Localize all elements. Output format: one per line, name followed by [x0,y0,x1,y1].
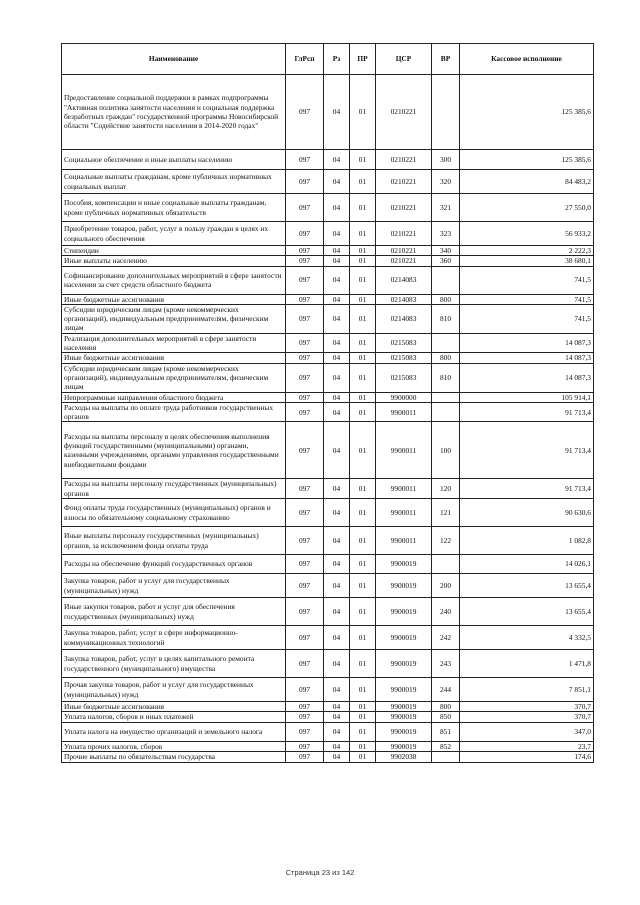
cell-rz: 04 [324,741,350,751]
table-row [62,304,594,333]
cell-rz: 04 [324,702,350,712]
header-csr: ЦСР [376,44,432,75]
cell-pr: 01 [350,363,376,392]
cell-csr: 0215083 [376,363,432,392]
cell-name: Фонд оплаты труда государственных (муниципальных) органов и взносы по обязательному социальному страхованию [62,499,286,527]
table-row [62,294,594,304]
cell-vr [432,555,460,574]
cell-glrsp: 097 [286,712,324,722]
cell-cash: 741,5 [460,304,594,333]
table-row [62,712,594,722]
cell-name: Иные бюджетные ассигнования [62,294,286,304]
cell-vr: 244 [432,678,460,702]
cell-glrsp: 097 [286,499,324,527]
cell-cash: 7 851,1 [460,678,594,702]
cell-csr: 0210221 [376,194,432,222]
cell-cash: 38 680,1 [460,256,594,266]
cell-csr: 9900019 [376,555,432,574]
cell-rz: 04 [324,222,350,246]
cell-pr: 01 [350,527,376,555]
cell-glrsp: 097 [286,75,324,150]
cell-vr: 120 [432,479,460,499]
cell-rz: 04 [324,499,350,527]
table-row [62,392,594,402]
cell-name: Расходы на обеспечение функций государственных органов [62,555,286,574]
cell-pr: 01 [350,266,376,294]
cell-cash: 741,5 [460,294,594,304]
cell-glrsp: 097 [286,702,324,712]
cell-name: Уплата налога на имущество организаций и земельного налога [62,722,286,741]
table-row [62,75,594,150]
cell-rz: 04 [324,363,350,392]
cell-pr: 01 [350,499,376,527]
cell-csr: 9900019 [376,574,432,598]
cell-rz: 04 [324,722,350,741]
cell-rz: 04 [324,422,350,479]
cell-cash: 105 914,1 [460,392,594,402]
cell-vr: 300 [432,150,460,170]
cell-name: Социальное обеспечение и иные выплаты населению [62,150,286,170]
cell-vr: 121 [432,499,460,527]
cell-name: Закупка товаров, работ, услуг в целях капитального ремонта государственного (муниципального) имущества [62,650,286,678]
cell-name: Стипендии [62,246,286,256]
cell-vr: 242 [432,626,460,650]
table-row [62,170,594,194]
table-row [62,626,594,650]
cell-csr: 0210221 [376,75,432,150]
cell-pr: 01 [350,304,376,333]
cell-pr: 01 [350,422,376,479]
cell-name: Закупка товаров, работ и услуг для государственных (муниципальных) нужд [62,574,286,598]
cell-cash: 14 026,1 [460,555,594,574]
table-row [62,499,594,527]
cell-glrsp: 097 [286,678,324,702]
cell-cash: 13 655,4 [460,574,594,598]
cell-name: Уплата налогов, сборов и иных платежей [62,712,286,722]
cell-pr: 01 [350,741,376,751]
cell-rz: 04 [324,256,350,266]
cell-glrsp: 097 [286,222,324,246]
header-pr: ПР [350,44,376,75]
cell-vr: 320 [432,170,460,194]
cell-name: Реализация дополнительных мероприятий в сфере занятости населения [62,333,286,353]
cell-glrsp: 097 [286,304,324,333]
cell-vr [432,392,460,402]
cell-pr: 01 [350,246,376,256]
cell-vr [432,266,460,294]
cell-name: Расходы на выплаты персоналу в целях обеспечения выполнения функций государственными (муниципальными) органами, казенными учреждениями, органами управления государственными внебюджетными фондами [62,422,286,479]
table-row [62,751,594,762]
cell-pr: 01 [350,479,376,499]
cell-glrsp: 097 [286,353,324,363]
table-row [62,479,594,499]
cell-glrsp: 097 [286,402,324,422]
cell-cash: 23,7 [460,741,594,751]
cell-name: Социальные выплаты гражданам, кроме публичных нормативных социальных выплат [62,170,286,194]
cell-glrsp: 097 [286,363,324,392]
cell-vr [432,751,460,762]
cell-csr: 9900019 [376,712,432,722]
cell-csr: 0215083 [376,353,432,363]
cell-glrsp: 097 [286,422,324,479]
cell-glrsp: 097 [286,392,324,402]
cell-pr: 01 [350,751,376,762]
cell-vr: 800 [432,353,460,363]
cell-name: Предоставление социальной поддержки в рамках подпрограммы "Активная политика занятости населения и социальная поддержка безработных граждан" государственной программы Новосибирской области "Содействие занятости населения в 2014-2020 годах" [62,75,286,150]
cell-name: Приобретение товаров, работ, услуг в пользу граждан в целях их социального обеспечения [62,222,286,246]
cell-csr: 9902038 [376,751,432,762]
cell-rz: 04 [324,598,350,626]
cell-name: Прочая закупка товаров, работ и услуг для государственных (муниципальных) нужд [62,678,286,702]
cell-glrsp: 097 [286,266,324,294]
cell-glrsp: 097 [286,246,324,256]
header-vr: ВР [432,44,460,75]
cell-csr: 0210221 [376,222,432,246]
page-number: Страница 23 из 142 [285,868,355,877]
cell-cash: 14 087,3 [460,333,594,353]
cell-csr: 0215083 [376,333,432,353]
budget-table [61,43,594,763]
table-row [62,266,594,294]
cell-pr: 01 [350,678,376,702]
cell-csr: 9900019 [376,626,432,650]
cell-name: Субсидии юридическим лицам (кроме некоммерческих организаций), индивидуальным предпринимателям, физическим лицам [62,304,286,333]
cell-rz: 04 [324,246,350,256]
cell-cash: 1 082,8 [460,527,594,555]
cell-glrsp: 097 [286,650,324,678]
table-row [62,333,594,353]
header-glrsp: ГлРсп [286,44,324,75]
cell-pr: 01 [350,702,376,712]
cell-rz: 04 [324,294,350,304]
cell-cash: 91 713,4 [460,422,594,479]
table-row [62,741,594,751]
cell-glrsp: 097 [286,479,324,499]
cell-cash: 91 713,4 [460,402,594,422]
cell-name: Расходы на выплаты персоналу государственных (муниципальных) органов [62,479,286,499]
cell-cash: 84 483,2 [460,170,594,194]
cell-glrsp: 097 [286,722,324,741]
cell-glrsp: 097 [286,256,324,266]
table-row [62,422,594,479]
cell-cash: 174,6 [460,751,594,762]
cell-pr: 01 [350,555,376,574]
table-row [62,678,594,702]
cell-cash: 91 713,4 [460,479,594,499]
table-row [62,702,594,712]
cell-name: Закупка товаров, работ, услуг в сфере информационно-коммуникационных технологий [62,626,286,650]
cell-name: Непрограммные направления областного бюджета [62,392,286,402]
table-row [62,353,594,363]
table-row [62,150,594,170]
cell-glrsp: 097 [286,294,324,304]
cell-csr: 9900019 [376,702,432,712]
cell-vr: 800 [432,702,460,712]
cell-glrsp: 097 [286,574,324,598]
cell-pr: 01 [350,194,376,222]
cell-vr: 800 [432,294,460,304]
cell-cash: 125 385,6 [460,150,594,170]
cell-vr: 340 [432,246,460,256]
cell-rz: 04 [324,678,350,702]
cell-csr: 9900011 [376,402,432,422]
cell-cash: 14 087,3 [460,353,594,363]
table-row [62,402,594,422]
cell-cash: 13 655,4 [460,598,594,626]
cell-vr [432,402,460,422]
cell-pr: 01 [350,574,376,598]
header-name: Наименование [62,44,286,75]
table-row [62,722,594,741]
cell-csr: 0214083 [376,304,432,333]
cell-vr: 810 [432,304,460,333]
table-row [62,598,594,626]
cell-name: Иные закупки товаров, работ и услуг для обеспечения государственных (муниципальных) нужд [62,598,286,626]
cell-cash: 370,7 [460,712,594,722]
cell-csr: 9900011 [376,499,432,527]
cell-csr: 0210221 [376,170,432,194]
cell-pr: 01 [350,392,376,402]
cell-vr: 243 [432,650,460,678]
cell-csr: 0210221 [376,246,432,256]
cell-rz: 04 [324,650,350,678]
cell-name: Иные бюджетные ассигнования [62,702,286,712]
cell-rz: 04 [324,402,350,422]
cell-glrsp: 097 [286,194,324,222]
cell-pr: 01 [350,75,376,150]
cell-cash: 370,7 [460,702,594,712]
cell-name: Иные выплаты персоналу государственных (муниципальных) органов, за исключением фонда оплаты труда [62,527,286,555]
cell-csr: 9900019 [376,722,432,741]
table-row [62,194,594,222]
cell-pr: 01 [350,722,376,741]
cell-pr: 01 [350,256,376,266]
cell-pr: 01 [350,598,376,626]
cell-vr: 810 [432,363,460,392]
cell-csr: 9900019 [376,741,432,751]
cell-csr: 9900019 [376,650,432,678]
cell-glrsp: 097 [286,626,324,650]
cell-rz: 04 [324,479,350,499]
header-row [62,44,594,75]
cell-cash: 347,0 [460,722,594,741]
cell-rz: 04 [324,333,350,353]
header-cash: Кассовое исполнение [460,44,594,75]
cell-glrsp: 097 [286,598,324,626]
cell-csr: 0214083 [376,266,432,294]
cell-vr: 321 [432,194,460,222]
cell-cash: 14 087,3 [460,363,594,392]
cell-name: Прочие выплаты по обязательствам государства [62,751,286,762]
cell-name: Расходы на выплаты по оплате труда работников государственных органов [62,402,286,422]
cell-vr: 323 [432,222,460,246]
table-row [62,363,594,392]
cell-name: Субсидии юридическим лицам (кроме некоммерческих организаций), индивидуальным предпринимателям, физическим лицам [62,363,286,392]
cell-cash: 56 933,2 [460,222,594,246]
cell-csr: 0214083 [376,294,432,304]
cell-rz: 04 [324,574,350,598]
cell-glrsp: 097 [286,527,324,555]
cell-name: Софинансирование дополнительных мероприятий в сфере занятости населения за счет средств областного бюджета [62,266,286,294]
cell-name: Уплата прочих налогов, сборов [62,741,286,751]
cell-vr: 360 [432,256,460,266]
cell-csr: 9900011 [376,422,432,479]
cell-vr [432,75,460,150]
cell-csr: 9900011 [376,479,432,499]
table-row [62,574,594,598]
cell-pr: 01 [350,150,376,170]
cell-csr: 9900019 [376,678,432,702]
cell-csr: 9900000 [376,392,432,402]
table-row [62,555,594,574]
cell-glrsp: 097 [286,555,324,574]
cell-rz: 04 [324,194,350,222]
table-row [62,222,594,246]
table-row [62,527,594,555]
cell-csr: 0210221 [376,150,432,170]
cell-cash: 1 471,8 [460,650,594,678]
cell-rz: 04 [324,304,350,333]
cell-rz: 04 [324,626,350,650]
cell-cash: 2 222,3 [460,246,594,256]
cell-csr: 0210221 [376,256,432,266]
cell-vr [432,333,460,353]
cell-vr: 200 [432,574,460,598]
cell-vr: 240 [432,598,460,626]
cell-pr: 01 [350,712,376,722]
cell-vr: 852 [432,741,460,751]
cell-pr: 01 [350,650,376,678]
cell-cash: 741,5 [460,266,594,294]
cell-pr: 01 [350,353,376,363]
cell-rz: 04 [324,75,350,150]
cell-name: Иные бюджетные ассигнования [62,353,286,363]
table-row [62,256,594,266]
cell-rz: 04 [324,150,350,170]
cell-glrsp: 097 [286,170,324,194]
cell-pr: 01 [350,402,376,422]
cell-glrsp: 097 [286,150,324,170]
cell-rz: 04 [324,353,350,363]
table-body [62,75,594,763]
cell-name: Иные выплаты населению [62,256,286,266]
cell-glrsp: 097 [286,741,324,751]
cell-pr: 01 [350,626,376,650]
cell-glrsp: 097 [286,751,324,762]
cell-rz: 04 [324,392,350,402]
header-rz: Рз [324,44,350,75]
cell-rz: 04 [324,266,350,294]
cell-name: Пособия, компенсации и иные социальные выплаты гражданам, кроме публичных нормативных обязательств [62,194,286,222]
cell-pr: 01 [350,222,376,246]
cell-cash: 125 385,6 [460,75,594,150]
cell-rz: 04 [324,527,350,555]
cell-vr: 850 [432,712,460,722]
table-row [62,246,594,256]
cell-rz: 04 [324,555,350,574]
cell-pr: 01 [350,333,376,353]
cell-csr: 9900011 [376,527,432,555]
table-row [62,650,594,678]
cell-vr: 851 [432,722,460,741]
cell-vr: 100 [432,422,460,479]
cell-pr: 01 [350,170,376,194]
cell-cash: 27 550,0 [460,194,594,222]
cell-glrsp: 097 [286,333,324,353]
cell-rz: 04 [324,751,350,762]
cell-pr: 01 [350,294,376,304]
cell-cash: 90 630,6 [460,499,594,527]
cell-cash: 4 332,5 [460,626,594,650]
cell-csr: 9900019 [376,598,432,626]
cell-vr: 122 [432,527,460,555]
cell-rz: 04 [324,712,350,722]
cell-rz: 04 [324,170,350,194]
